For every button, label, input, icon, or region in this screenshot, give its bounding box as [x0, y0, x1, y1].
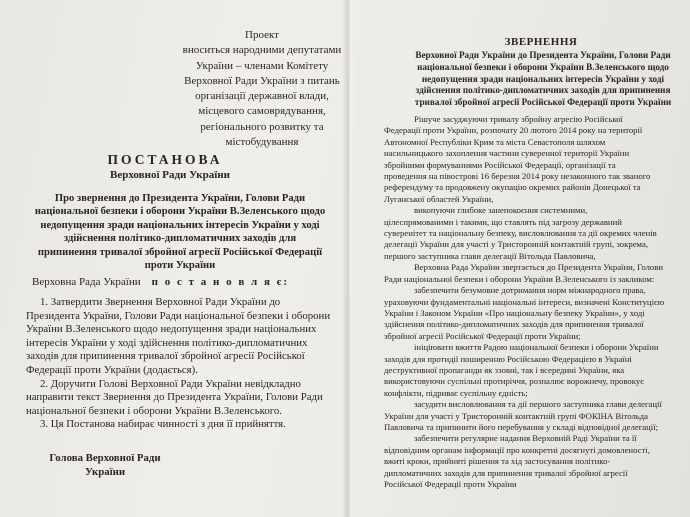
signature-line: Голова Верховної Ради — [49, 452, 161, 464]
project-note-line: України – членами Комітету — [195, 59, 329, 72]
appeal-line: України і Законом України «Про національну безпеку України», у ході — [384, 307, 645, 318]
appeal-line: ініціювати вжиття Радою національної безпеки і оборони України — [414, 342, 659, 353]
appeal-line: вжиті кроки, прийняті рішення та хід застосування політико- — [384, 456, 611, 467]
signature-block — [30, 451, 180, 479]
project-note-line: регіонального розвитку та — [200, 120, 324, 133]
resolve-clause — [32, 276, 289, 288]
heading-line: проти України — [144, 260, 216, 272]
item-line: 3. Ця Постанова набирає чинності з дня її прийняття. — [40, 418, 286, 431]
resolve-word: п о с т а н о в л я є: — [151, 276, 290, 288]
item-line: 2. Доручити Голові Верховної Ради України невідкладно — [40, 377, 301, 390]
appeal-heading-line: здійснення політико-дипломатичних заходів для припинення — [415, 85, 671, 96]
appeal-line: Федерації проти України, розпочату 20 лютого 2014 року на території — [384, 125, 643, 136]
heading-line: недопущення зради національних інтересів України у ході — [40, 219, 320, 231]
resolution-heading — [20, 192, 340, 272]
appeal-line: деструктивної пропаганди як ззовні, так і всередині України, яка — [384, 364, 625, 375]
appeal-line: референдуму та продовжену окупацію окремих районів Донецької та — [384, 182, 641, 193]
appeal-heading-line: тривалої збройної агресії Російської Федерації проти України — [414, 97, 672, 108]
appeal-heading-line: національної безпеки і оборони України В.Зеленського щодо — [417, 61, 669, 72]
appeal-line: першого заступника глави делегації Вітольда Павловича, — [384, 250, 596, 261]
resolution-items — [26, 296, 342, 432]
appeal-line: відповідним органам інформації про конкретні досягнуті домовленості, — [384, 444, 650, 455]
appeal-line: конфлікти, підриває суспільну єдність; — [384, 387, 528, 398]
project-note-line: вноситься народними депутатами — [182, 44, 342, 57]
appeal-line: Рішуче засуджуючи тривалу збройну агресію Російської — [414, 114, 623, 124]
appeal-line: використовуючи суспільні протиріччя, розпалює ворожнечу, провокує — [384, 376, 644, 387]
appeal-line: викопуючи глибоке занепокоєння системними, — [414, 205, 588, 216]
appeal-line: делегації України для участі у Тристоронній контактній групі, зокрема, — [384, 239, 649, 250]
appeal-line: Луганської областей України, — [384, 193, 494, 204]
appeal-heading-line: недопущення зради національних інтересів України у ході — [421, 73, 665, 84]
appeal-line: Верховна Рада України звертається до Президента України, Голови — [414, 262, 664, 273]
appeal-line: ураховуючи фундаментальні національні інтереси, визначені Конституцією — [384, 296, 665, 307]
item-line: національної безпеки і оборони України В.Зеленського. — [26, 404, 282, 417]
item-line: інтересів України у ході здійснення політико-дипломатичних — [26, 336, 308, 349]
appeal-line: Ради національної безпеки і оборони України В.Зеленського із закликом: — [384, 273, 655, 284]
appeal-heading — [398, 50, 688, 109]
appeal-line: цілеспрямованими і такими, що ставлять під загрозу державний — [384, 216, 622, 227]
signature-line: України — [84, 466, 126, 478]
appeal-title: ЗВЕРНЕННЯ — [504, 36, 578, 48]
appeal-body — [384, 114, 684, 490]
resolution-subtitle: Верховної Ради України — [110, 169, 230, 181]
heading-line: припинення тривалої збройної агресії Російської Федерації — [37, 246, 323, 258]
appeal-line: забезпечити безумовне дотримання норм міжнародного права, — [414, 285, 646, 296]
item-line: Федерації проти України (додається). — [26, 363, 198, 376]
project-note-line: Проект — [245, 29, 279, 41]
project-note-line: місцевого самоврядування, — [198, 105, 326, 118]
appeal-heading-line: Верховної Ради України до Президента України, Голови Ради — [415, 50, 671, 60]
heading-line: здійснення політико-дипломатичних заходів для — [63, 233, 297, 245]
appeal-line: насильницького захоплення частини суверенної території України — [384, 148, 630, 159]
project-note-line: містобудування — [225, 136, 299, 149]
item-line: Президента України, Голови Ради національної безпеки і оборони — [26, 309, 331, 322]
heading-line: національної безпеки і оборони України В.Зеленського щодо — [34, 206, 326, 218]
project-note-line: Верховної Ради України з питань — [184, 74, 340, 87]
appeal-line: дипломатичних заходів для припинення тривалої збройної агресії — [384, 467, 628, 478]
item-line: заходів для припинення тривалої збройної агресії Російської — [26, 350, 305, 363]
resolve-prefix: Верховна Рада України — [32, 276, 141, 288]
appeal-page — [356, 0, 690, 517]
appeal-line: збройними формуваннями Російської Федерації, організації та — [384, 159, 616, 170]
item-line: України В.Зеленського щодо недопущення зради національних — [26, 323, 317, 336]
project-note-line: організації державної влади, — [195, 90, 329, 103]
appeal-line: заходів для протидії поширенню Російською Федерацією в Україні — [384, 353, 632, 364]
appeal-line: суверенітет та національну безпеку, висловлювання та дії окремих членів — [384, 228, 657, 239]
appeal-line: Автономної Республіки Крим та міста Севастополя шляхом — [384, 136, 606, 147]
appeal-line: України для участі у Тристоронній контактній групі ФОКІНА Вітольда — [384, 410, 649, 421]
item-line: направити текст Звернення до Президента України, Голови Ради — [26, 391, 323, 404]
appeal-line: Російської Федерації проти України — [384, 479, 517, 489]
appeal-line: здійснення політико-дипломатичних заходів для припинення тривалої — [384, 319, 644, 330]
appeal-line: збройної агресії Російської Федерації проти України; — [384, 330, 581, 341]
appeal-line: засудити висловлювання та дії першого заступника глави делегації — [414, 399, 662, 410]
appeal-line: забезпечити регулярне надання Верховній Раді України та її — [414, 433, 637, 444]
project-note — [182, 28, 342, 150]
appeal-line: Павловича та припинити його перебування у складі відповідної делегації; — [384, 421, 659, 432]
heading-line: Про звернення до Президента України, Голови Ради — [54, 193, 306, 204]
appeal-line: проведення на півострові 16 березня 2014 року незаконного так званого — [384, 171, 651, 182]
item-line: 1. Затвердити Звернення Верховної Ради України до — [40, 296, 281, 308]
resolution-title: ПОСТАНОВА — [107, 152, 223, 167]
